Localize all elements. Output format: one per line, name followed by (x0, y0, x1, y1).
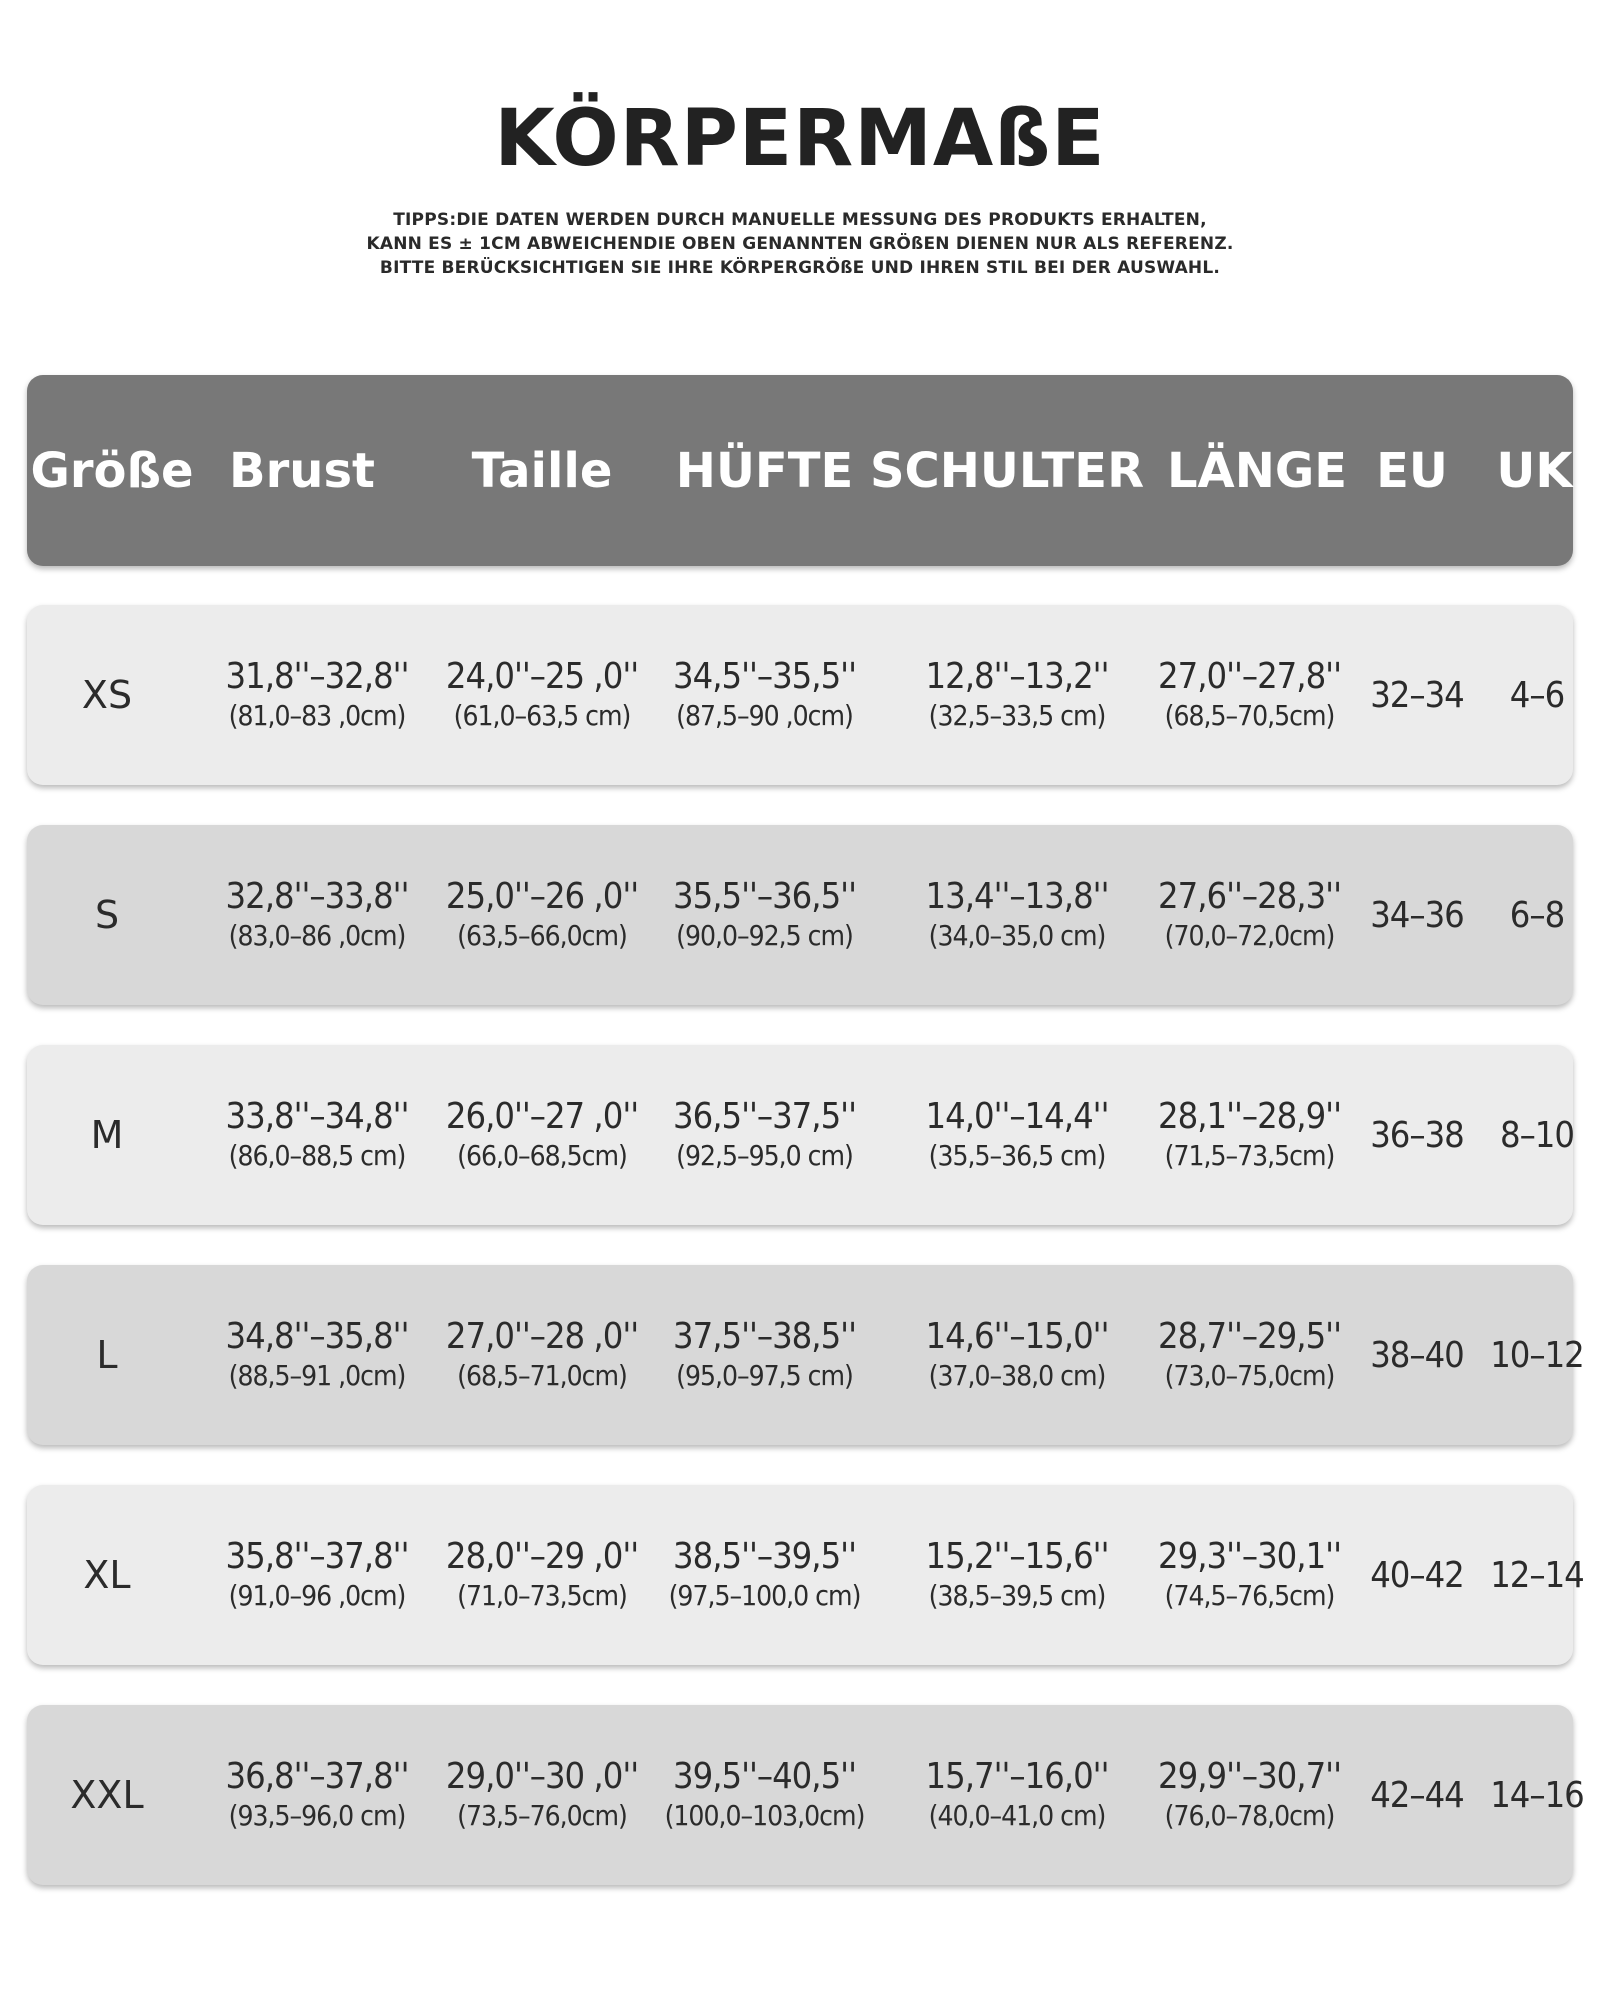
brust-cell (192, 825, 442, 1005)
header-brust: Brust (229, 442, 375, 499)
page-title: KÖRPERMAßE (494, 94, 1106, 184)
eu-size: 40–42 (1370, 1554, 1464, 1596)
taille-cm: (73,5–76,0cm) (457, 1799, 627, 1832)
brust-cm: (91,0–96 ,0cm) (228, 1579, 406, 1612)
laenge-inches: 29,3''–30,1'' (1158, 1536, 1341, 1577)
brust-cm: (81,0–83 ,0cm) (228, 699, 406, 732)
taille-cell (417, 825, 667, 1005)
taille-cm: (63,5–66,0cm) (457, 919, 627, 952)
taille-cm: (71,0–73,5cm) (457, 1579, 627, 1612)
huefte-cell (637, 1485, 892, 1665)
header-taille: Taille (471, 442, 613, 499)
schulter-inches: 14,6''–15,0'' (925, 1316, 1109, 1357)
brust-inches: 34,8''–35,8'' (225, 1316, 409, 1357)
brust-inches: 33,8''–34,8'' (225, 1096, 409, 1137)
taille-cm: (66,0–68,5cm) (457, 1139, 627, 1172)
table-header (27, 375, 1573, 566)
huefte-inches: 36,5''–37,5'' (673, 1096, 856, 1137)
laenge-cm: (76,0–78,0cm) (1164, 1799, 1335, 1832)
brust-inches: 35,8''–37,8'' (225, 1536, 409, 1577)
tips-line: KANN ES ± 1CM ABWEICHENDIE OBEN GENANNTEN GRÖßEN DIENEN NUR ALS REFERENZ. (366, 234, 1234, 254)
brust-cell (192, 605, 442, 785)
table-row (27, 1045, 1573, 1225)
brust-cm: (88,5–91 ,0cm) (228, 1359, 406, 1392)
laenge-cm: (70,0–72,0cm) (1164, 919, 1335, 952)
tips-note (0, 208, 1600, 280)
taille-inches: 28,0''–29 ,0'' (445, 1536, 639, 1577)
brust-inches: 31,8''–32,8'' (225, 656, 409, 697)
header-laenge: LÄNGE (1166, 442, 1348, 499)
laenge-inches: 28,1''–28,9'' (1158, 1096, 1341, 1137)
huefte-cm: (87,5–90 ,0cm) (676, 699, 853, 732)
table-row (27, 1485, 1584, 1665)
huefte-cm: (95,0–97,5 cm) (676, 1359, 853, 1392)
huefte-inches: 38,5''–39,5'' (673, 1536, 856, 1577)
taille-inches: 26,0''–27 ,0'' (445, 1096, 639, 1137)
schulter-cm: (34,0–35,0 cm) (928, 919, 1106, 952)
huefte-inches: 35,5''–36,5'' (673, 876, 856, 917)
size-label: L (96, 1333, 118, 1377)
table-row (27, 605, 1573, 785)
eu-size: 34–36 (1370, 894, 1464, 936)
huefte-cm: (92,5–95,0 cm) (676, 1139, 853, 1172)
header-uk: UK (1496, 442, 1573, 499)
brust-cell (192, 1265, 442, 1445)
tips-line: BITTE BERÜCKSICHTIGEN SIE IHRE KÖRPERGRÖßE UND IHREN STIL BEI DER AUSWAHL. (379, 258, 1221, 278)
size-label: XL (83, 1553, 131, 1597)
laenge-cm: (74,5–76,5cm) (1164, 1579, 1335, 1612)
header-schulter: SCHULTER (869, 442, 1145, 499)
size-label: M (90, 1113, 124, 1157)
header-size: Größe (30, 442, 194, 499)
brust-cell (192, 1485, 442, 1665)
table-row (27, 1265, 1584, 1445)
table-row (27, 825, 1573, 1005)
uk-size: 10–12 (1490, 1334, 1584, 1376)
huefte-cell (637, 1265, 892, 1445)
huefte-cm: (100,0–103,0cm) (664, 1799, 865, 1832)
brust-cell (192, 1705, 442, 1885)
eu-size: 36–38 (1370, 1114, 1464, 1156)
huefte-cell (637, 605, 892, 785)
laenge-cm: (73,0–75,0cm) (1164, 1359, 1335, 1392)
schulter-inches: 14,0''–14,4'' (925, 1096, 1109, 1137)
schulter-cm: (35,5–36,5 cm) (928, 1139, 1106, 1172)
brust-inches: 32,8''–33,8'' (225, 876, 409, 917)
huefte-cm: (90,0–92,5 cm) (676, 919, 853, 952)
brust-inches: 36,8''–37,8'' (225, 1756, 409, 1797)
schulter-cm: (37,0–38,0 cm) (928, 1359, 1106, 1392)
size-label: XXL (70, 1773, 144, 1817)
header-huefte: HÜFTE (675, 442, 854, 499)
huefte-inches: 37,5''–38,5'' (673, 1316, 856, 1357)
uk-size: 8–10 (1500, 1114, 1574, 1156)
laenge-inches: 28,7''–29,5'' (1158, 1316, 1341, 1357)
uk-size: 6–8 (1509, 894, 1565, 936)
huefte-cell (637, 1705, 892, 1885)
uk-size: 12–14 (1490, 1554, 1584, 1596)
eu-size: 42–44 (1370, 1774, 1464, 1816)
taille-cm: (61,0–63,5 cm) (453, 699, 631, 732)
brust-cm: (86,0–88,5 cm) (228, 1139, 406, 1172)
table-row (27, 1705, 1584, 1885)
laenge-inches: 29,9''–30,7'' (1158, 1756, 1341, 1797)
huefte-inches: 34,5''–35,5'' (673, 656, 856, 697)
taille-inches: 25,0''–26 ,0'' (445, 876, 639, 917)
brust-cell (192, 1045, 442, 1225)
huefte-cell (637, 1045, 892, 1225)
eu-size: 32–34 (1370, 674, 1464, 716)
header-eu: EU (1376, 442, 1448, 499)
tips-line: TIPPS:DIE DATEN WERDEN DURCH MANUELLE MESSUNG DES PRODUKTS ERHALTEN, (393, 210, 1207, 230)
taille-inches: 24,0''–25 ,0'' (445, 656, 639, 697)
taille-cell (417, 1485, 667, 1665)
taille-cell (417, 1705, 667, 1885)
huefte-cell (637, 825, 892, 1005)
laenge-cm: (71,5–73,5cm) (1164, 1139, 1335, 1172)
huefte-inches: 39,5''–40,5'' (673, 1756, 856, 1797)
schulter-cm: (40,0–41,0 cm) (928, 1799, 1106, 1832)
taille-cell (417, 605, 667, 785)
uk-size: 14–16 (1490, 1774, 1584, 1816)
eu-size: 38–40 (1370, 1334, 1464, 1376)
huefte-cm: (97,5–100,0 cm) (668, 1579, 861, 1612)
taille-cell (417, 1045, 667, 1225)
schulter-inches: 12,8''–13,2'' (925, 656, 1109, 697)
taille-cm: (68,5–71,0cm) (457, 1359, 627, 1392)
taille-inches: 27,0''–28 ,0'' (445, 1316, 639, 1357)
brust-cm: (93,5–96,0 cm) (228, 1799, 406, 1832)
schulter-inches: 15,2''–15,6'' (925, 1536, 1109, 1577)
laenge-cm: (68,5–70,5cm) (1164, 699, 1335, 732)
schulter-inches: 13,4''–13,8'' (925, 876, 1109, 917)
schulter-cm: (32,5–33,5 cm) (928, 699, 1106, 732)
size-label: XS (81, 673, 133, 717)
schulter-cm: (38,5–39,5 cm) (928, 1579, 1106, 1612)
laenge-inches: 27,0''–27,8'' (1158, 656, 1341, 697)
size-label: S (94, 893, 120, 937)
brust-cm: (83,0–86 ,0cm) (228, 919, 406, 952)
uk-size: 4–6 (1509, 674, 1565, 716)
laenge-inches: 27,6''–28,3'' (1158, 876, 1341, 917)
taille-cell (417, 1265, 667, 1445)
taille-inches: 29,0''–30 ,0'' (445, 1756, 639, 1797)
schulter-inches: 15,7''–16,0'' (925, 1756, 1109, 1797)
